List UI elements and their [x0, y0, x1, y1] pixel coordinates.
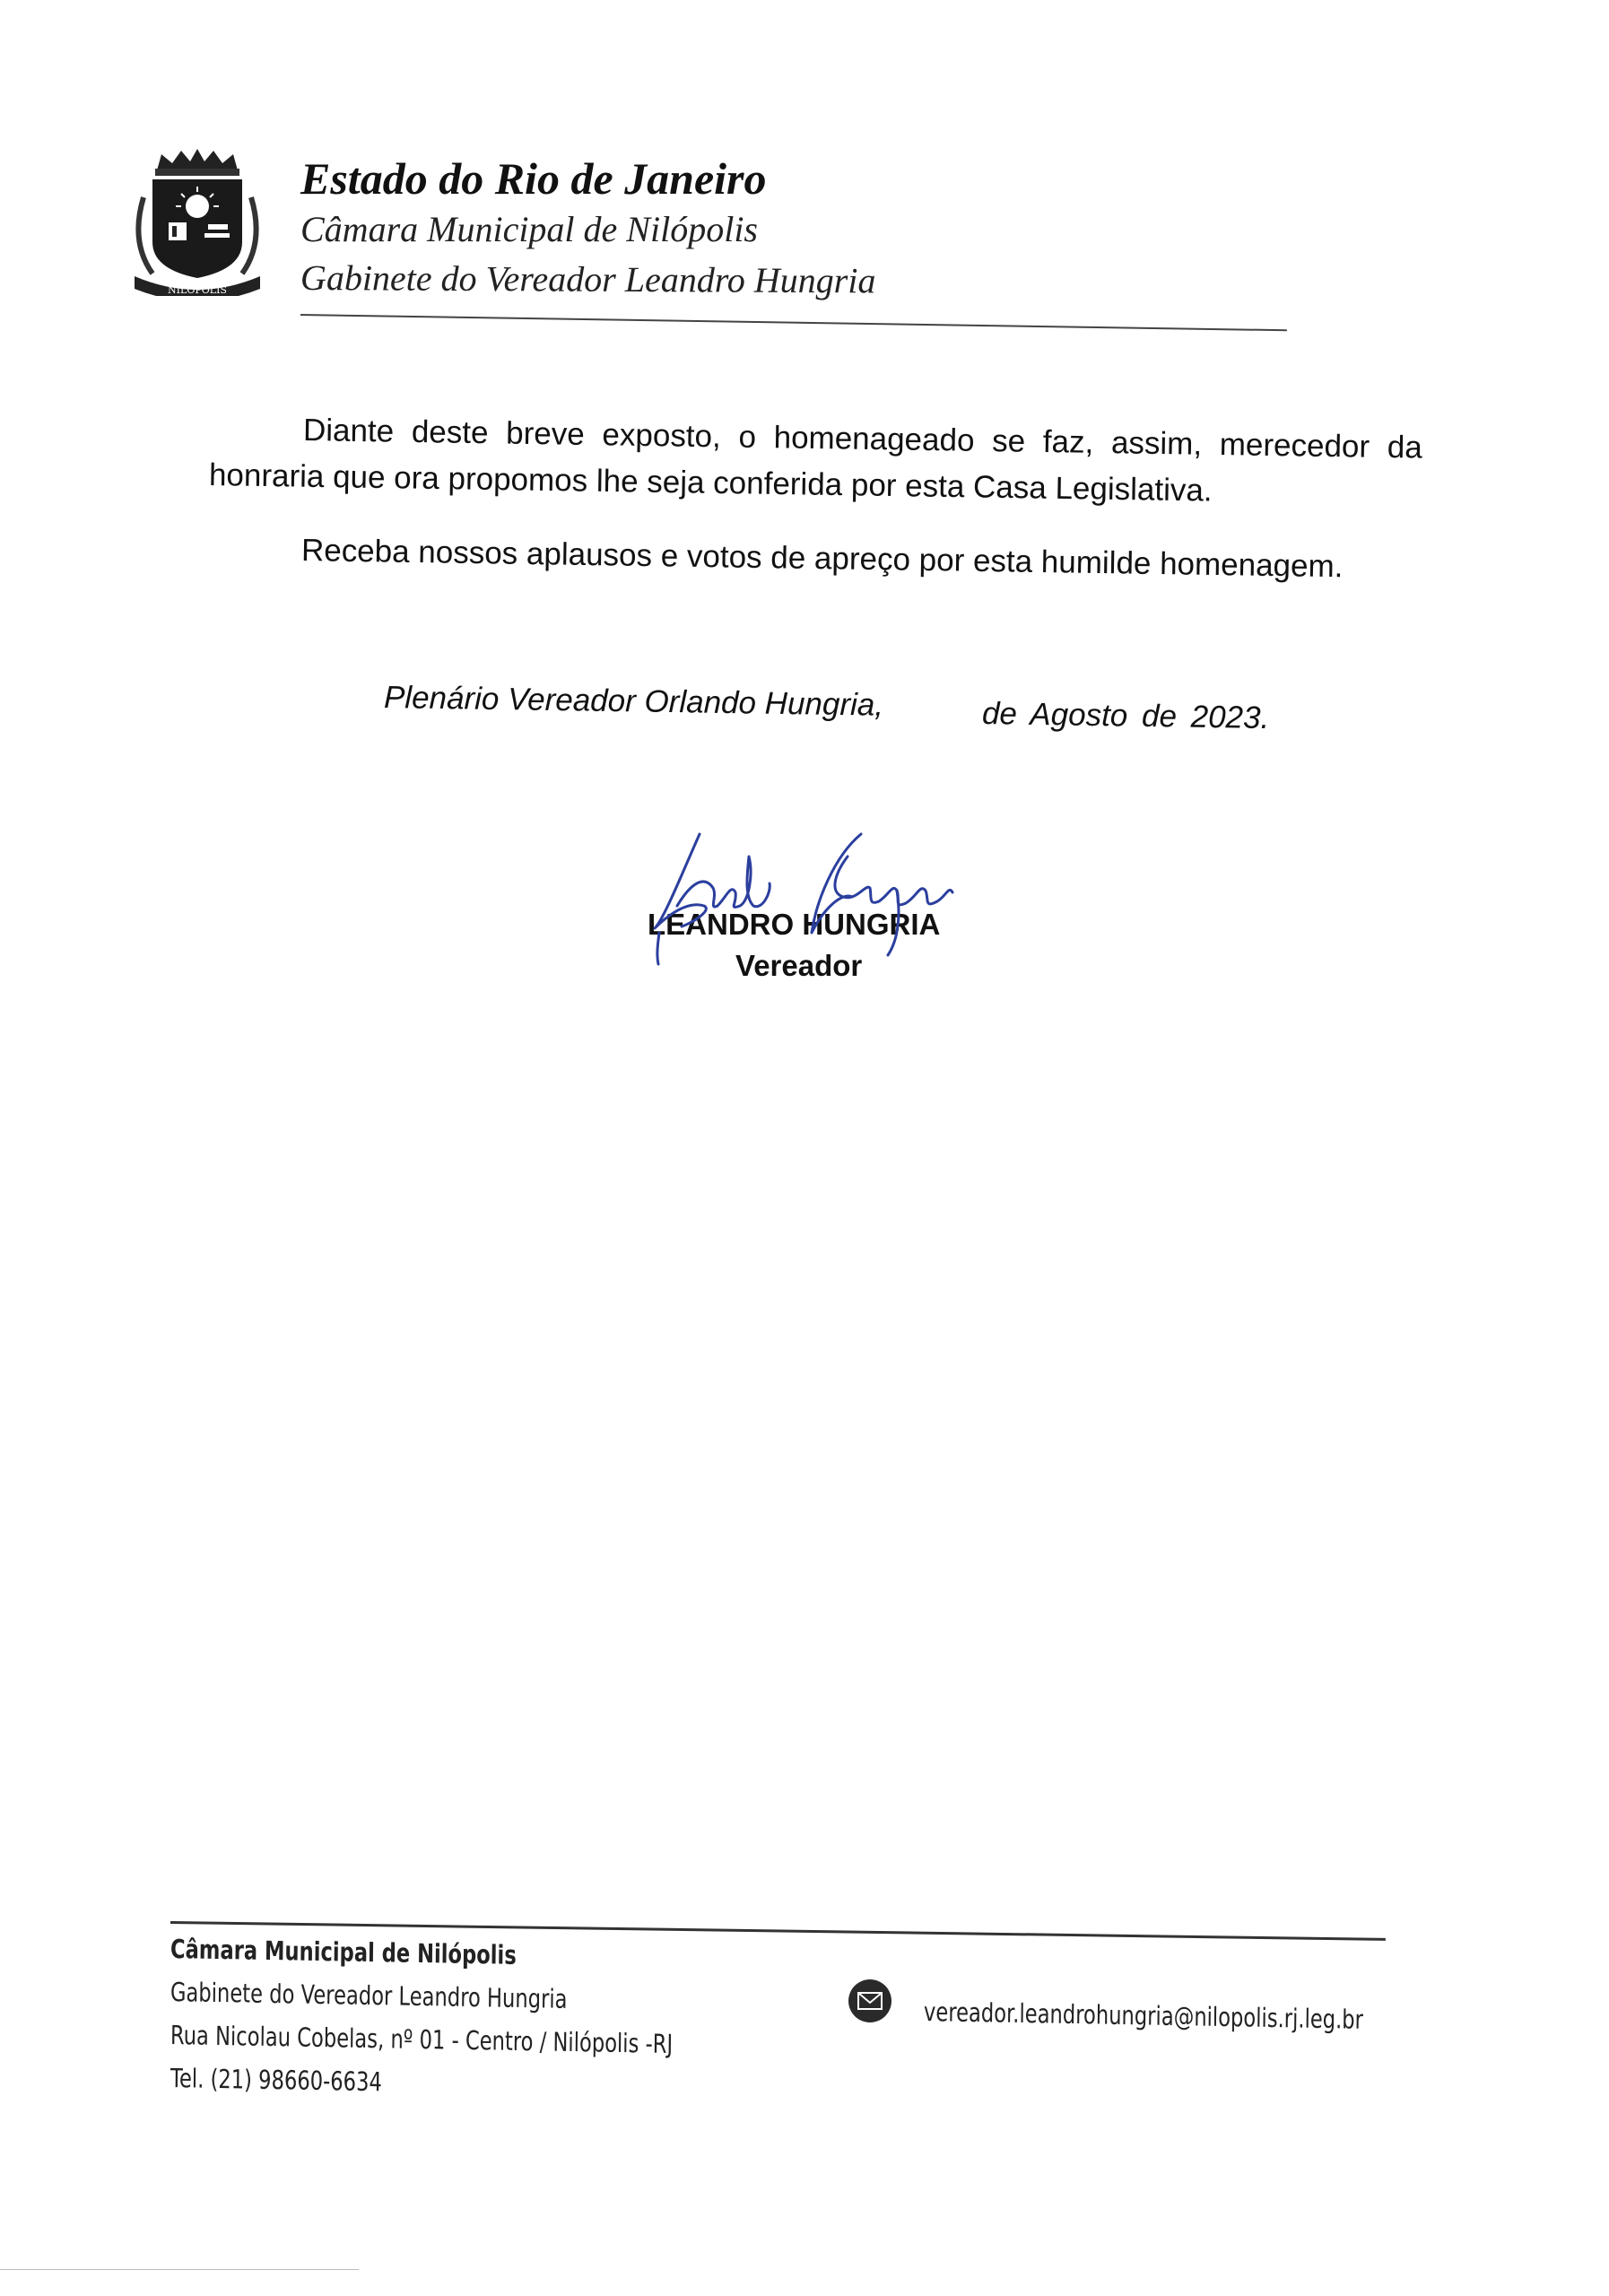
header-office: Gabinete do Vereador Leandro Hungria	[300, 257, 876, 301]
footer-office: Gabinete do Vereador Leandro Hungria	[170, 1977, 568, 2014]
signatory-role: Vereador	[735, 949, 863, 982]
footer-phone: Tel. (21) 98660-6634	[170, 2063, 383, 2098]
signatory-name: LEANDRO HUNGRIA	[648, 908, 941, 941]
closing-place: Plenário Vereador Orlando Hungria,	[383, 680, 884, 723]
closing-date: de Agosto de 2023.	[981, 696, 1270, 736]
paragraph-1-line-2: honraria que ora propomos lhe seja conferida por esta Casa Legislativa.	[208, 457, 1213, 509]
footer-address: Rua Nicolau Cobelas, nº 01 - Centro / Nilópolis -RJ	[170, 2020, 674, 2060]
paragraph-1-line-1: Diante deste breve exposto, o homenageado se faz, assim, merecedor da	[302, 413, 1423, 465]
header-divider	[300, 314, 1287, 331]
header-title: Estado do Rio de Janeiro	[300, 153, 767, 204]
envelope-icon	[848, 1979, 892, 2023]
handwritten-signature	[628, 821, 1005, 982]
header-chamber: Câmara Municipal de Nilópolis	[300, 209, 758, 249]
paragraph-2: Receba nossos aplausos e votos de apreço por esta humilde homenagem.	[300, 533, 1344, 585]
footer-email[interactable]: vereador.leandrohungria@nilopolis.rj.leg.br	[923, 1996, 1364, 2035]
municipal-crest-icon	[126, 144, 269, 296]
footer-org: Câmara Municipal de Nilópolis	[170, 1934, 517, 1970]
crest-ribbon-text: NILÓPOLIS	[168, 284, 227, 296]
scan-edge-line	[0, 2269, 359, 2270]
